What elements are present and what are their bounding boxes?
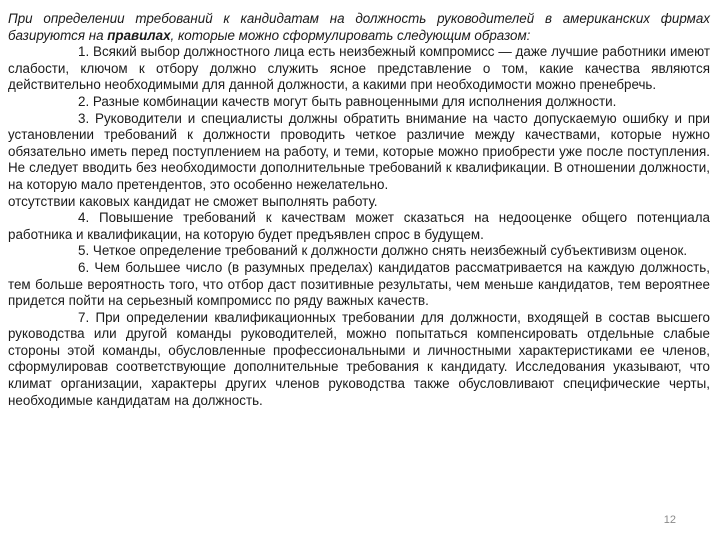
intro-bold-term: правилах (107, 27, 171, 43)
rule-3-paragraph: 3. Руководители и специалисты должны обратить внимание на часто допускаемую ошибку и при установлении требований к должности проводить четкое различие между качествами, которые нужно обязательно иметь перед поступлением на работу, и теми, которые можно приобрести уже после поступления. Не следует вводить без необходимости дополнительные требований к квалификации. В отношении должности, на которую мало претендентов, это особенно нежелательно. (8, 110, 710, 192)
intro-text-start: При определении требований к кандидатам на должность руководителей в американских фирмах базируются на (8, 11, 710, 43)
rule-7-paragraph: 7. При определении квалификационных требовании для должности, входящей в состав высшего руководства или другой команды руководителей, можно попытаться компенсировать отдельные слабые стороны этой команды, обусловленные профессиональными и личностными характеристиками ее членов, сформулировав соответствующие дополнительные требования к кандидату. Исследования указывают, что климат организации, характеры других членов руководства также обусловливают специфические черты, необходимые кандидатам на должность. (8, 309, 710, 408)
rule-4-paragraph: 4. Повышение требований к качествам может сказаться на недооценке общего потенциала работника и квалификации, на которую будет предъявлен спрос в будущем. (8, 210, 710, 242)
slide-page-number: 12 (663, 514, 676, 526)
intro-text-end: , которые можно сформулировать следующим образом: (170, 27, 531, 43)
intro-paragraph (8, 11, 710, 44)
fragment-paragraph: отсутствии каковых кандидат не сможет выполнять работу. (8, 193, 378, 209)
rule-1-paragraph: 1. Всякий выбор должностного лица есть неизбежный компромисс — даже лучшие работники имеют слабости, ключом к отбору должно служить ясное представление о том, какие качества являются действительно необходимыми для данной должности, а какими при необходимости можно пренебречь. (8, 44, 710, 93)
rule-5-paragraph: 5. Четкое определение требований к должности должно снять неизбежный субъективизм оценок. (78, 243, 688, 259)
rule-2-paragraph: 2. Разные комбинации качеств могут быть равноценными для исполнения должности. (78, 93, 617, 109)
rule-6-paragraph: 6. Чем большее число (в разумных пределах) кандидатов рассматривается на каждую должность, тем больше вероятность того, что отбор даст позитивные результаты, чем меньше кандидатов, тем вероятнее придется пойти на серьезный компромисс по ряду важных качеств. (8, 259, 710, 309)
slide-text-block (8, 11, 710, 409)
